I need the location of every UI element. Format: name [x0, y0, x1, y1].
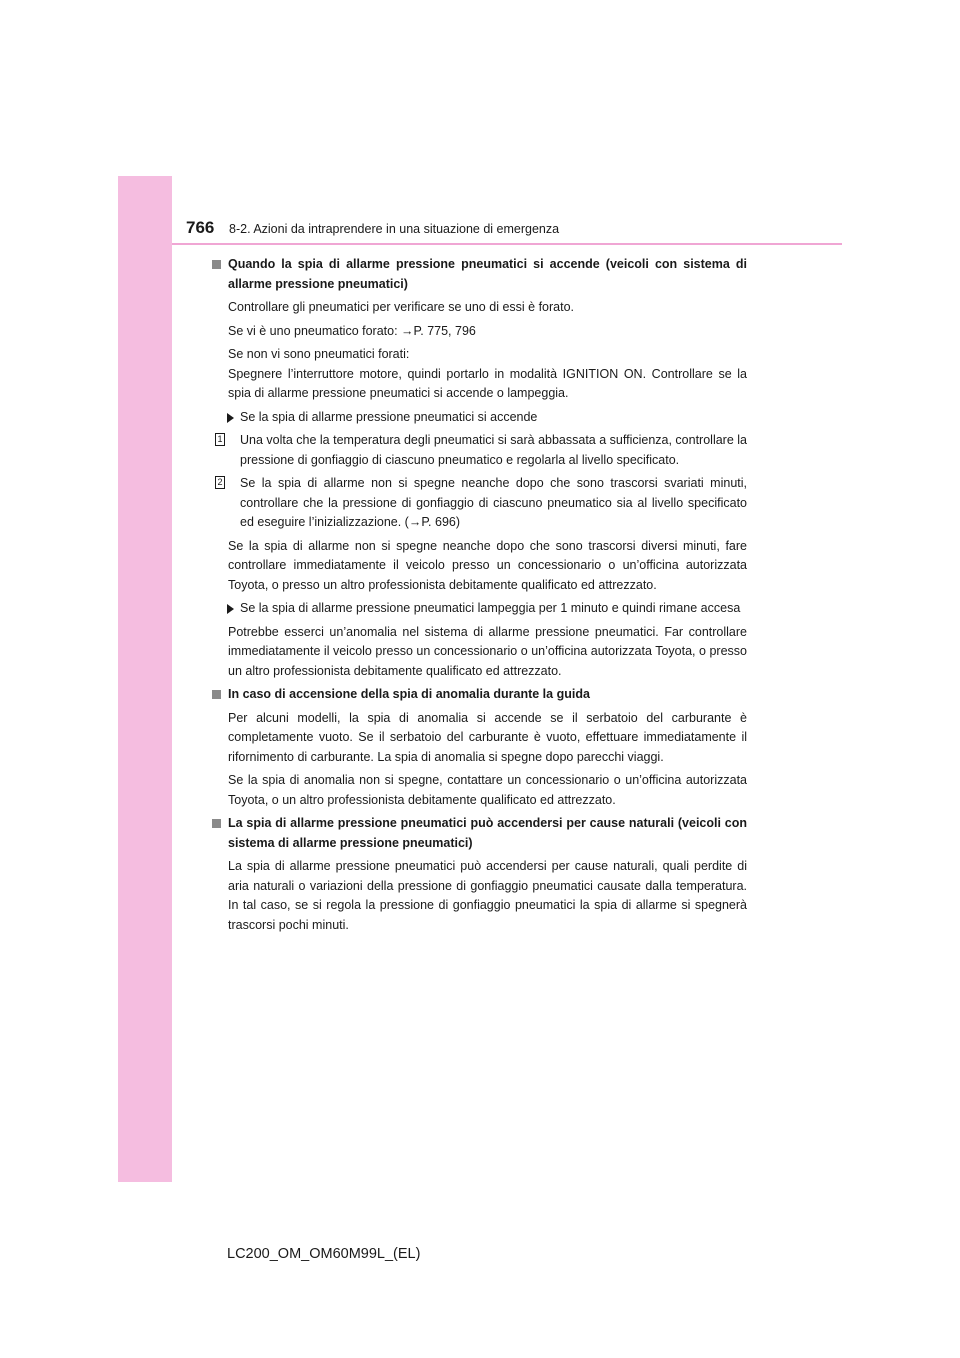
sub-heading — [212, 599, 747, 619]
chapter-side-band — [118, 176, 172, 1182]
step-number-box: 1 — [215, 433, 225, 446]
section-heading-text: In caso di accensione della spia di anomalia durante la guida — [228, 687, 590, 701]
page-number: 766 — [186, 218, 215, 237]
paragraph-line: Se non vi sono pneumatici forati: — [228, 347, 410, 361]
section-heading — [212, 814, 747, 853]
paragraph: La spia di allarme pressione pneumatici può accendersi per cause naturali, quali perdite di aria naturali o variazioni della pressione di gonfiaggio pneumatici causate dalla temperatura. In tal caso, se si regola la pressione di gonfiaggio pneumatici la spia di allarme si spegnerà trascorsi pochi minuti. — [228, 859, 747, 932]
triangle-bullet-icon — [227, 413, 234, 423]
chapter-title: 8-2. Azioni da intraprendere in una situazione di emergenza — [229, 222, 560, 236]
square-bullet-icon — [212, 819, 221, 828]
sub-heading-text: Se la spia di allarme pressione pneumatici si accende — [240, 409, 538, 424]
section-heading — [212, 255, 747, 294]
step-text: Se la spia di allarme non si spegne neanche dopo che sono trascorsi svariati minuti, controllare che la pressione di gonfiaggio di ciascuno pneumatico sia al livello specificato ed eseguire l’inizializzazione. (→P. 696) — [240, 476, 747, 529]
paragraph-line: Spegnere l’interruttore motore, quindi portarlo in modalità IGNITION ON. Controllare se la spia di allarme pressione pneumatici si accende o lampeggia. — [228, 366, 747, 400]
step-text: Una volta che la temperatura degli pneumatici si sarà abbassata a sufficienza, controllare la pressione di gonfiaggio di ciascuno pneumatico e regolarla al livello specificato. — [240, 433, 747, 467]
section-heading — [212, 685, 747, 705]
triangle-bullet-icon — [227, 604, 234, 614]
section-heading-text: Quando la spia di allarme pressione pneumatici si accende (veicoli con sistema di allarme pressione pneumatici) — [228, 257, 747, 291]
paragraph: Potrebbe esserci un’anomalia nel sistema di allarme pressione pneumatici. Far controllare immediatamente il veicolo presso un concessionario o un’officina autorizzata Toyota, o presso un altro professionista debitamente qualificato ed attrezzato. — [228, 624, 747, 678]
page-content — [212, 255, 747, 939]
step-item — [212, 474, 747, 533]
paragraph: Se vi è uno pneumatico forato: →P. 775, 796 — [228, 323, 476, 338]
step-item — [212, 431, 747, 470]
step-number-box: 2 — [215, 476, 225, 489]
sub-heading — [212, 408, 747, 428]
header-rule — [172, 243, 842, 245]
square-bullet-icon — [212, 690, 221, 699]
paragraph: Se la spia di allarme non si spegne neanche dopo che sono trascorsi diversi minuti, fare controllare immediatamente il veicolo presso un concessionario o un’officina autorizzata Toyota, o presso un altro professionista debitamente qualificato ed attrezzato. — [228, 538, 747, 592]
paragraph: Controllare gli pneumatici per verificare se uno di essi è forato. — [228, 300, 575, 314]
paragraph: Se la spia di anomalia non si spegne, contattare un concessionario o un’officina autorizzata Toyota, o un altro professionista debitamente qualificato ed attrezzato. — [228, 773, 747, 807]
document-code: LC200_OM_OM60M99L_(EL) — [227, 1246, 421, 1262]
paragraph: Per alcuni modelli, la spia di anomalia si accende se il serbatoio del carburante è completamente vuoto. Se il serbatoio del carburante è vuoto, effettuare immediatamente il rifornimento di carburante. La spia di anomalia si spegne dopo parecchi viaggi. — [228, 710, 747, 764]
sub-heading-text: Se la spia di allarme pressione pneumatici lampeggia per 1 minuto e quindi rimane accesa — [240, 601, 741, 615]
paragraph — [212, 345, 747, 404]
section-heading-text: La spia di allarme pressione pneumatici può accendersi per cause naturali (veicoli con sistema di allarme pressione pneumatici) — [228, 816, 747, 850]
square-bullet-icon — [212, 260, 221, 269]
